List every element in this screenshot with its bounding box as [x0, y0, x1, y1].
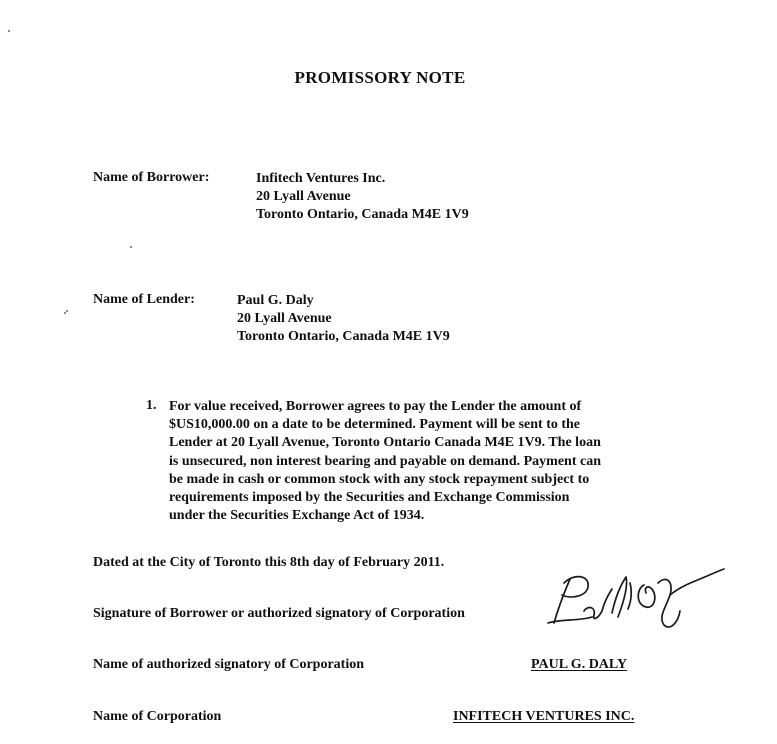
- borrower-label: Name of Borrower:: [93, 170, 210, 185]
- borrower-name: Infitech Ventures Inc.: [256, 171, 386, 186]
- clause-line: be made in cash or common stock with any stock repayment subject to: [169, 471, 590, 487]
- clause-line: $US10,000.00 on a date to be determined. Payment will be sent to the: [169, 417, 581, 433]
- scan-speck: [64, 312, 66, 314]
- signatory-label: Name of authorized signatory of Corporation: [93, 657, 365, 672]
- borrower-address-line2: Toronto Ontario, Canada M4E 1V9: [256, 207, 469, 222]
- handwritten-signature: [540, 565, 730, 637]
- scan-speck: [130, 246, 132, 248]
- lender-address-line1: 20 Lyall Avenue: [237, 311, 332, 326]
- document-title: PROMISSORY NOTE: [294, 68, 466, 87]
- signature-label: Signature of Borrower or authorized signatory of Corporation: [93, 606, 465, 621]
- clause-line: Lender at 20 Lyall Avenue, Toronto Ontario Canada M4E 1V9. The loan: [169, 435, 601, 451]
- corporation-name: INFITECH VENTURES INC.: [453, 709, 635, 724]
- clause-line: For value received, Borrower agrees to pay the Lender the amount of: [169, 399, 582, 414]
- clause-line: requirements imposed by the Securities and Exchange Commission: [169, 490, 570, 506]
- corporation-label: Name of Corporation: [93, 709, 222, 724]
- borrower-address-line1: 20 Lyall Avenue: [256, 189, 351, 204]
- clause-number: 1.: [146, 398, 157, 413]
- lender-name: Paul G. Daly: [237, 293, 314, 308]
- lender-address-block: [237, 292, 450, 346]
- clause-line: under the Securities Exchange Act of 1934.: [169, 508, 425, 524]
- lender-address-line2: Toronto Ontario, Canada M4E 1V9: [237, 329, 450, 344]
- scan-speck: [8, 30, 10, 32]
- lender-label: Name of Lender:: [93, 292, 195, 307]
- dated-line: Dated at the City of Toronto this 8th day of February 2011.: [93, 555, 445, 570]
- scan-speck: [66, 310, 68, 312]
- clause-line: is unsecured, non interest bearing and payable on demand. Payment can: [169, 453, 601, 469]
- signatory-name: PAUL G. DALY: [531, 657, 628, 672]
- borrower-address-block: [256, 170, 469, 224]
- clause-body: [169, 398, 709, 525]
